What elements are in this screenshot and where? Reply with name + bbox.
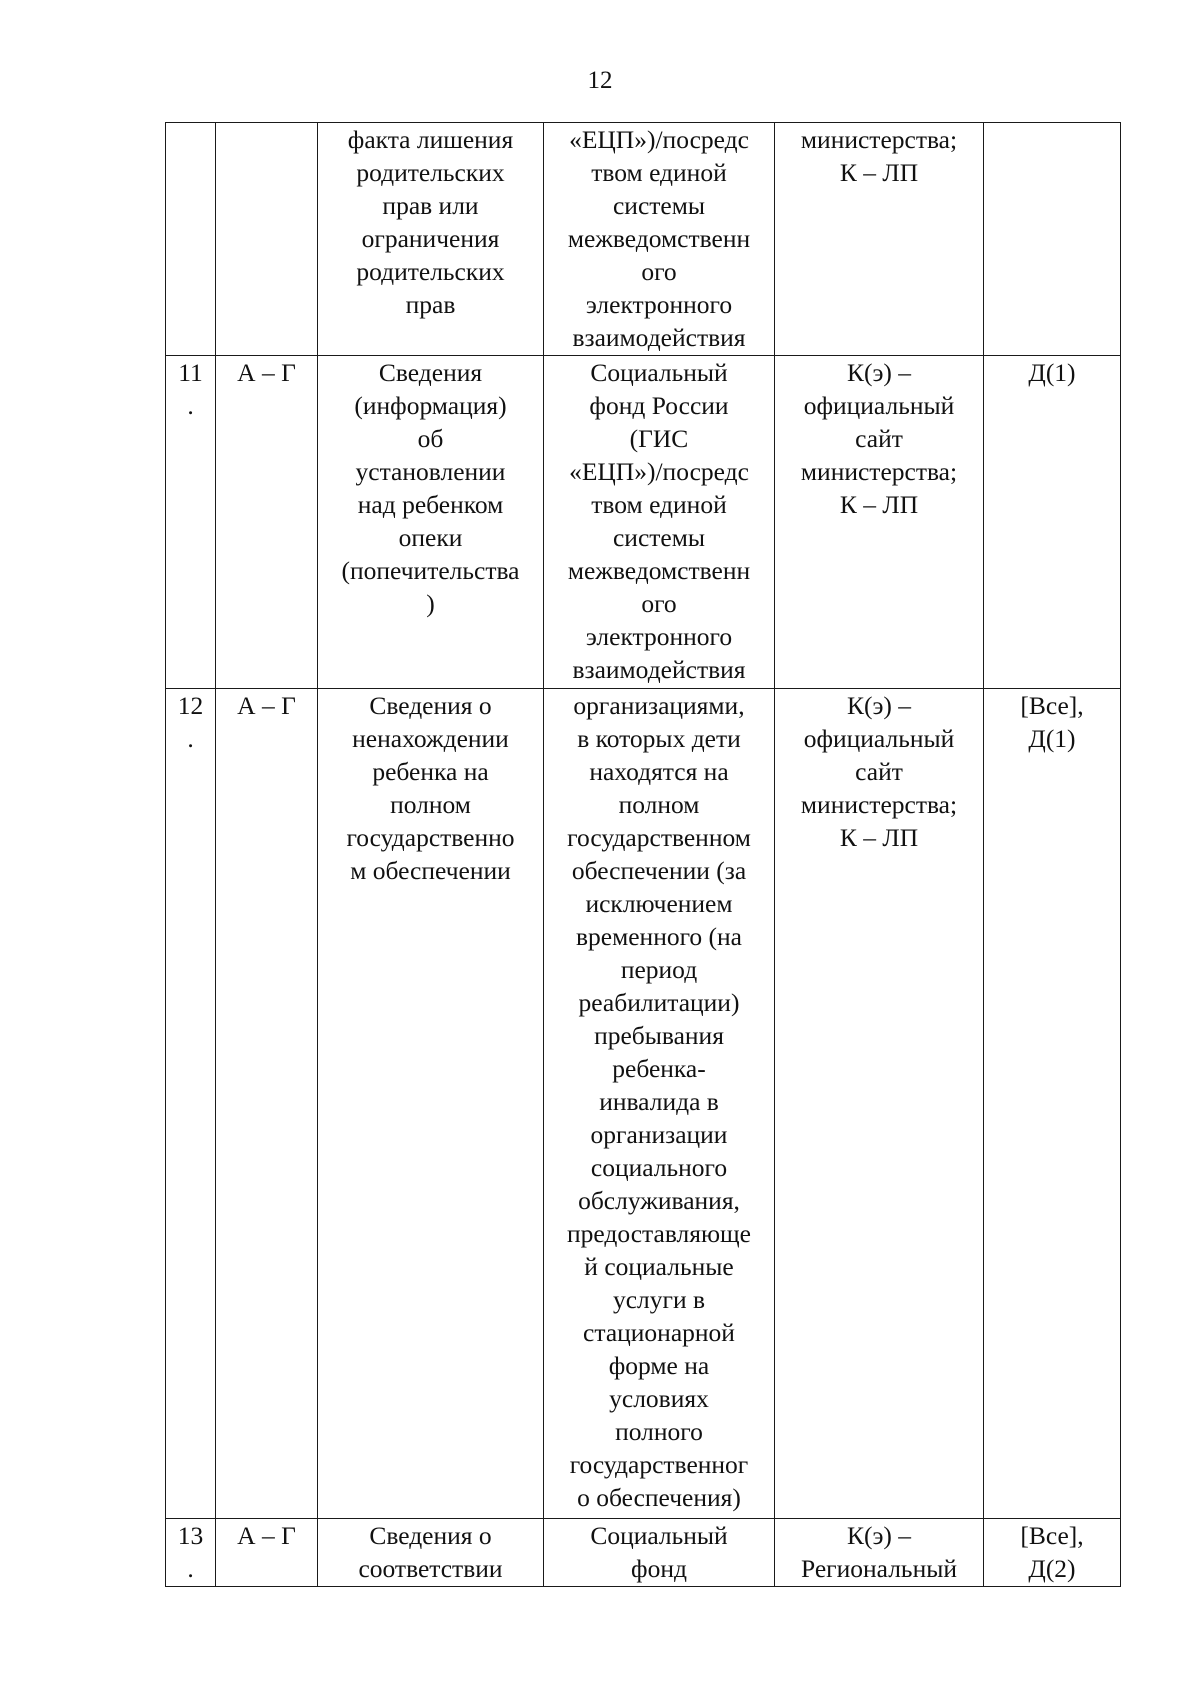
cell-text-line: официальный: [803, 391, 955, 420]
table-row: [166, 689, 1121, 1519]
cell-text-line: Региональный: [801, 1554, 957, 1583]
cell-text-line: министерства;: [800, 125, 958, 154]
cell-text-line: временного (на: [575, 922, 742, 951]
cell-access: [984, 1519, 1121, 1587]
cell-text-line: родительских: [356, 257, 505, 286]
table-row: [166, 123, 1121, 356]
cell-text-line: организации: [590, 1120, 728, 1149]
cell-text-line: Сведения о: [369, 1521, 492, 1550]
document-table: [165, 122, 1121, 1587]
cell-text-line: ого: [641, 589, 677, 618]
cell-text-line: электронного: [585, 290, 733, 319]
cell-text-line: 12: [177, 691, 204, 720]
table-row: [166, 356, 1121, 689]
cell-category: [216, 356, 318, 689]
cell-text-line: ): [426, 589, 435, 618]
cell-text-line: родительских: [356, 158, 505, 187]
cell-text-line: организациями,: [573, 691, 745, 720]
cell-source: [544, 689, 775, 1519]
cell-text-line: взаимодействия: [572, 655, 746, 684]
cell-text-line: установлении: [355, 457, 506, 486]
cell-method: [775, 1519, 984, 1587]
cell-text-line: условиях: [609, 1384, 709, 1413]
cell-text-line: .: [187, 391, 194, 420]
cell-text-line: «ЕЦП»)/посредс: [569, 125, 749, 154]
cell-text-line: период: [620, 955, 698, 984]
cell-text-line: стационарной: [583, 1318, 735, 1347]
page-number: 12: [587, 67, 613, 94]
cell-text-line: официальный: [803, 724, 955, 753]
cell-text-line: фонд: [631, 1554, 687, 1583]
cell-text-line: К(э) –: [846, 1521, 912, 1550]
cell-text-line: над ребенком: [357, 490, 504, 519]
cell-text-line: об: [417, 424, 444, 453]
cell-text-line: Д(1): [1028, 724, 1076, 753]
cell-text-line: фонд России: [589, 391, 729, 420]
cell-access: [984, 356, 1121, 689]
cell-access: [984, 689, 1121, 1519]
cell-text-line: полного: [615, 1417, 703, 1446]
cell-text-line: сайт: [855, 757, 903, 786]
cell-text-line: твом единой: [591, 490, 727, 519]
cell-text-line: Сведения: [378, 358, 483, 387]
cell-information: [318, 1519, 544, 1587]
cell-information: [318, 356, 544, 689]
cell-text-line: опеки: [398, 523, 463, 552]
cell-text-line: пребывания: [594, 1021, 724, 1050]
cell-text-line: соответствии: [358, 1554, 503, 1583]
cell-text-line: инвалида в: [599, 1087, 719, 1116]
cell-source: [544, 123, 775, 356]
cell-text-line: обслуживания,: [578, 1186, 740, 1215]
cell-text-line: А – Г: [237, 1521, 296, 1550]
cell-text-line: Д(2): [1028, 1554, 1076, 1583]
cell-text-line: государственном: [567, 823, 751, 852]
cell-text-line: взаимодействия: [572, 323, 746, 352]
cell-number: [166, 689, 216, 1519]
cell-text-line: Д(1): [1028, 358, 1076, 387]
cell-text-line: электронного: [585, 622, 733, 651]
cell-text-line: 11: [178, 358, 203, 387]
cell-text-line: К(э) –: [846, 691, 912, 720]
cell-text-line: полном: [390, 790, 471, 819]
cell-text-line: ого: [641, 257, 677, 286]
cell-source: [544, 356, 775, 689]
cell-text-line: (попечительства: [341, 556, 520, 585]
cell-text-line: м обеспечении: [350, 856, 511, 885]
cell-number: [166, 1519, 216, 1587]
cell-text-line: министерства;: [800, 457, 958, 486]
cell-text-line: системы: [612, 191, 705, 220]
cell-text-line: твом единой: [591, 158, 727, 187]
cell-access: [984, 123, 1121, 356]
cell-text-line: межведомственн: [567, 224, 751, 253]
cell-text-line: Социальный: [590, 1521, 728, 1550]
cell-text-line: Социальный: [590, 358, 728, 387]
cell-text-line: Сведения о: [369, 691, 492, 720]
cell-category: [216, 689, 318, 1519]
cell-number: [166, 123, 216, 356]
cell-category: [216, 1519, 318, 1587]
cell-text-line: (информация): [354, 391, 507, 420]
cell-information: [318, 689, 544, 1519]
cell-text-line: ограничения: [361, 224, 500, 253]
cell-text-line: (ГИС: [629, 424, 689, 453]
cell-text-line: реабилитации): [578, 988, 740, 1017]
cell-number: [166, 356, 216, 689]
cell-text-line: А – Г: [237, 691, 296, 720]
cell-text-line: системы: [612, 523, 705, 552]
cell-text-line: услуги в: [612, 1285, 706, 1314]
cell-information: [318, 123, 544, 356]
cell-method: [775, 356, 984, 689]
cell-method: [775, 689, 984, 1519]
cell-category: [216, 123, 318, 356]
cell-text-line: А – Г: [237, 358, 296, 387]
cell-text-line: К(э) –: [846, 358, 912, 387]
cell-text-line: предоставляюще: [567, 1219, 751, 1248]
cell-text-line: «ЕЦП»)/посредс: [569, 457, 749, 486]
cell-text-line: К – ЛП: [839, 823, 919, 852]
cell-text-line: исключением: [585, 889, 733, 918]
cell-text-line: полном: [618, 790, 700, 819]
cell-text-line: межведомственн: [567, 556, 751, 585]
table-row: [166, 1519, 1121, 1587]
cell-text-line: государственно: [346, 823, 515, 852]
cell-text-line: ребенка-: [612, 1054, 706, 1083]
cell-text-line: прав или: [382, 191, 479, 220]
cell-text-line: й социальные: [584, 1252, 734, 1281]
cell-text-line: форме на: [608, 1351, 710, 1380]
cell-text-line: К – ЛП: [839, 158, 919, 187]
cell-text-line: 13: [177, 1521, 204, 1550]
cell-text-line: факта лишения: [347, 125, 514, 154]
cell-text-line: .: [187, 1554, 194, 1583]
cell-text-line: .: [187, 724, 194, 753]
cell-text-line: К – ЛП: [839, 490, 919, 519]
cell-text-line: министерства;: [800, 790, 958, 819]
cell-text-line: в которых дети: [577, 724, 741, 753]
cell-text-line: находятся на: [589, 757, 729, 786]
cell-text-line: сайт: [855, 424, 903, 453]
cell-text-line: ненахождении: [352, 724, 509, 753]
cell-text-line: [Все],: [1020, 691, 1084, 720]
cell-text-line: [Все],: [1020, 1521, 1084, 1550]
cell-text-line: прав: [405, 290, 456, 319]
cell-source: [544, 1519, 775, 1587]
cell-text-line: обеспечении (за: [571, 856, 747, 885]
cell-text-line: о обеспечения): [577, 1483, 741, 1512]
cell-text-line: ребенка на: [372, 757, 489, 786]
cell-text-line: социального: [590, 1153, 728, 1182]
cell-text-line: государственног: [569, 1450, 749, 1479]
cell-method: [775, 123, 984, 356]
